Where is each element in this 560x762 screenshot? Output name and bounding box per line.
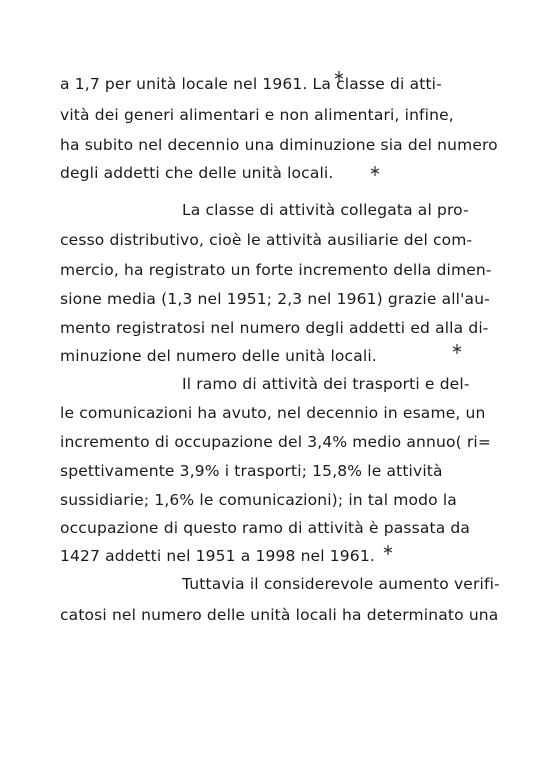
text-line: spettivamente 3,9% i trasporti; 15,8% le attività — [60, 462, 443, 480]
text-line: catosi nel numero delle unità locali ha determinato una — [60, 606, 499, 624]
footnote-mark-icon — [334, 70, 344, 82]
text-line: cesso distributivo, cioè le attività ausiliarie del com- — [60, 231, 473, 249]
text-line: sione media (1,3 nel 1951; 2,3 nel 1961) grazie all'au- — [60, 290, 490, 308]
text-line: mercio, ha registrato un forte incremento della dimen- — [60, 261, 492, 279]
text-line: ha subito nel decennio una diminuzione sia del numero — [60, 136, 498, 154]
footnote-mark-icon — [370, 165, 380, 177]
text-line: sussidiarie; 1,6% le comunicazioni); in tal modo la — [60, 491, 457, 509]
text-line: occupazione di questo ramo di attività è passata da — [60, 519, 471, 537]
text-line: 1427 addetti nel 1951 a 1998 nel 1961. — [60, 547, 375, 565]
footnote-mark-icon — [452, 343, 462, 355]
text-line: degli addetti che delle unità locali. — [60, 164, 334, 182]
text-line: Tuttavia il considerevole aumento verifi- — [182, 575, 500, 593]
footnote-mark-icon — [383, 544, 393, 556]
text-line: vità dei generi alimentari e non alimentari, infine, — [60, 106, 454, 124]
text-line: mento registratosi nel numero degli addetti ed alla di- — [60, 319, 489, 337]
text-line: Il ramo di attività dei trasporti e del- — [182, 375, 470, 393]
text-line: incremento di occupazione del 3,4% medio annuo( ri= — [60, 433, 491, 451]
text-line: minuzione del numero delle unità locali. — [60, 347, 377, 365]
text-line: le comunicazioni ha avuto, nel decennio in esame, un — [60, 404, 486, 422]
text-line: a 1,7 per unità locale nel 1961. La classe di atti- — [60, 75, 442, 93]
text-line: La classe di attività collegata al pro- — [182, 201, 469, 219]
